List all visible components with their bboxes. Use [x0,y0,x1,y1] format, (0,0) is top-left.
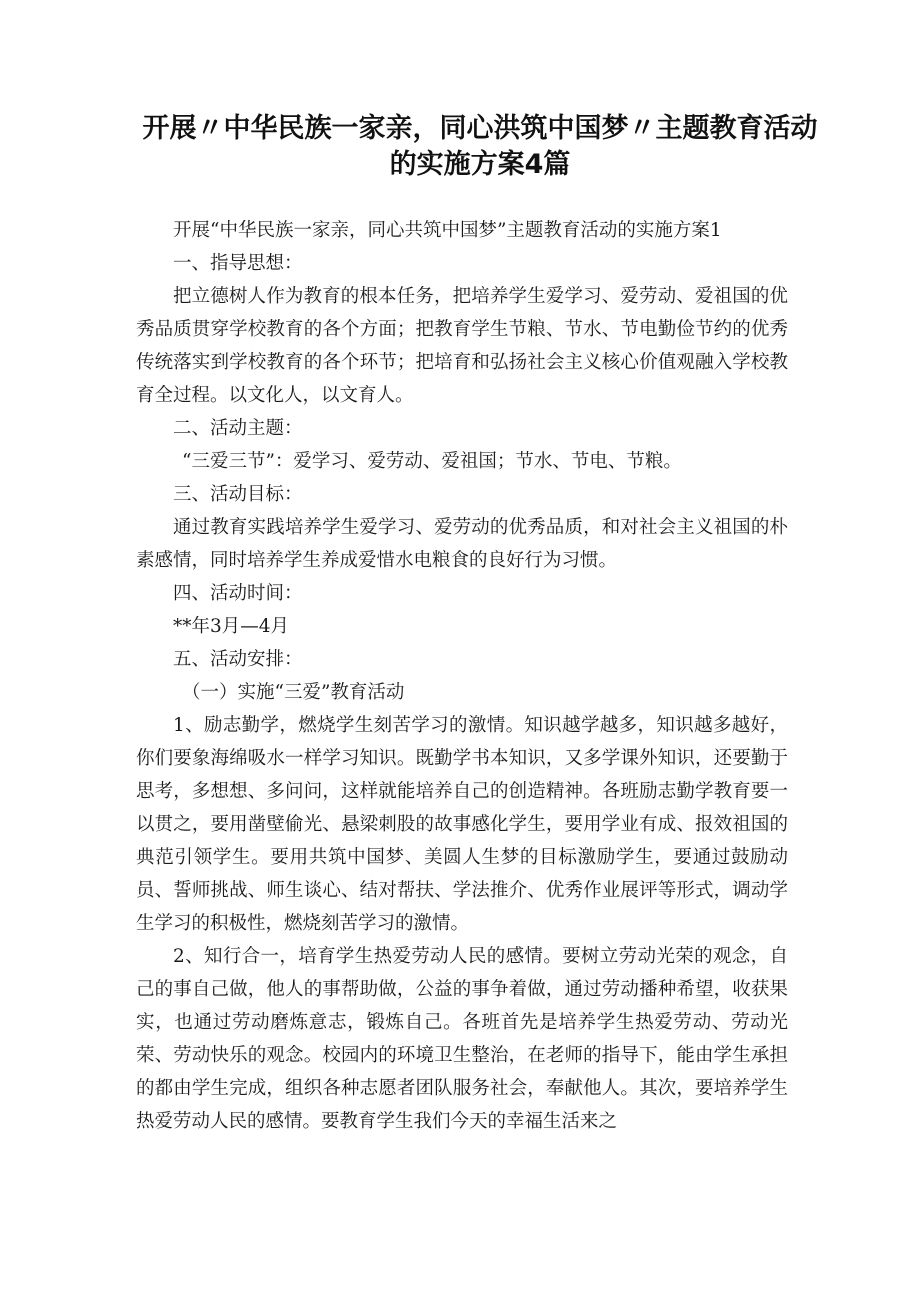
body-paragraph: 2、知行合一，培育学生热爱劳动人民的感情。要树立劳动光荣的观念，自己的事自己做，他人的事帮助做，公益的事争着做，通过劳动播种希望，收获果实，也通过劳动磨炼意志，锻炼自己。各班首先是培养学生热爱劳动、劳动光荣、劳动快乐的观念。校园内的环境卫生整治，在老师的指导下，能由学生承担的都由学生完成，组织各种志愿者团队服务社会，奉献他人。其次，要培养学生热爱劳动人民的感情。要教育学生我们今天的幸福生活来之 [136,946,788,1132]
document-body [136,214,788,1138]
section-heading: 四、活动时间： [173,583,303,604]
section-heading: 一、指导思想： [173,253,303,274]
body-paragraph: 通过教育实践培养学生爱学习、爱劳动的优秀品质，和对社会主义祖国的朴素感情，同时培养学生养成爱惜水电粮食的良好行为习惯。 [136,517,788,571]
section-heading: 二、活动主题： [173,418,303,439]
body-paragraph: “三爱三节”：爱学习、爱劳动、爱祖国；节水、节电、节粮。 [182,451,682,472]
section-heading: 开展“中华民族一家亲，同心共筑中国梦”主题教育活动的实施方案1 [173,220,722,241]
document-title-line-2: 的实施方案4篇 [389,149,571,180]
document-title-line-1: 开展〃中华民族一家亲，同心洪筑中国梦〃主题教育活动 [142,113,818,144]
subsection-heading: （一）实施“三爱”教育活动 [182,682,405,703]
body-paragraph: 把立德树人作为教育的根本任务，把培养学生爱学习、爱劳动、爱祖国的优秀品质贯穿学校教育的各个方面；把教育学生节粮、节水、节电勤俭节约的优秀传统落实到学校教育的各个环节；把培育和弘扬社会主义核心价值观融入学校教育全过程。以文化人，以文育人。 [136,286,788,406]
section-heading: 五、活动安排： [173,649,303,670]
body-paragraph: **年3月—4月 [173,616,290,637]
section-heading: 三、活动目标： [173,484,303,505]
body-paragraph: 1、励志勤学，燃烧学生刻苦学习的激情。知识越学越多，知识越多越好，你们要象海绵吸水一样学习知识。既勤学书本知识，又多学课外知识，还要勤于思考，多想想、多问问，这样就能培养自己的创造精神。各班励志勤学教育要一以贯之，要用凿壁偷光、悬梁刺股的故事感化学生，要用学业有成、报效祖国的典范引领学生。要用共筑中国梦、美圆人生梦的目标激励学生，要通过鼓励动员、誓师挑战、师生谈心、结对帮扶、学法推介、优秀作业展评等形式，调动学生学习的积极性，燃烧刻苦学习的激情。 [136,715,788,934]
